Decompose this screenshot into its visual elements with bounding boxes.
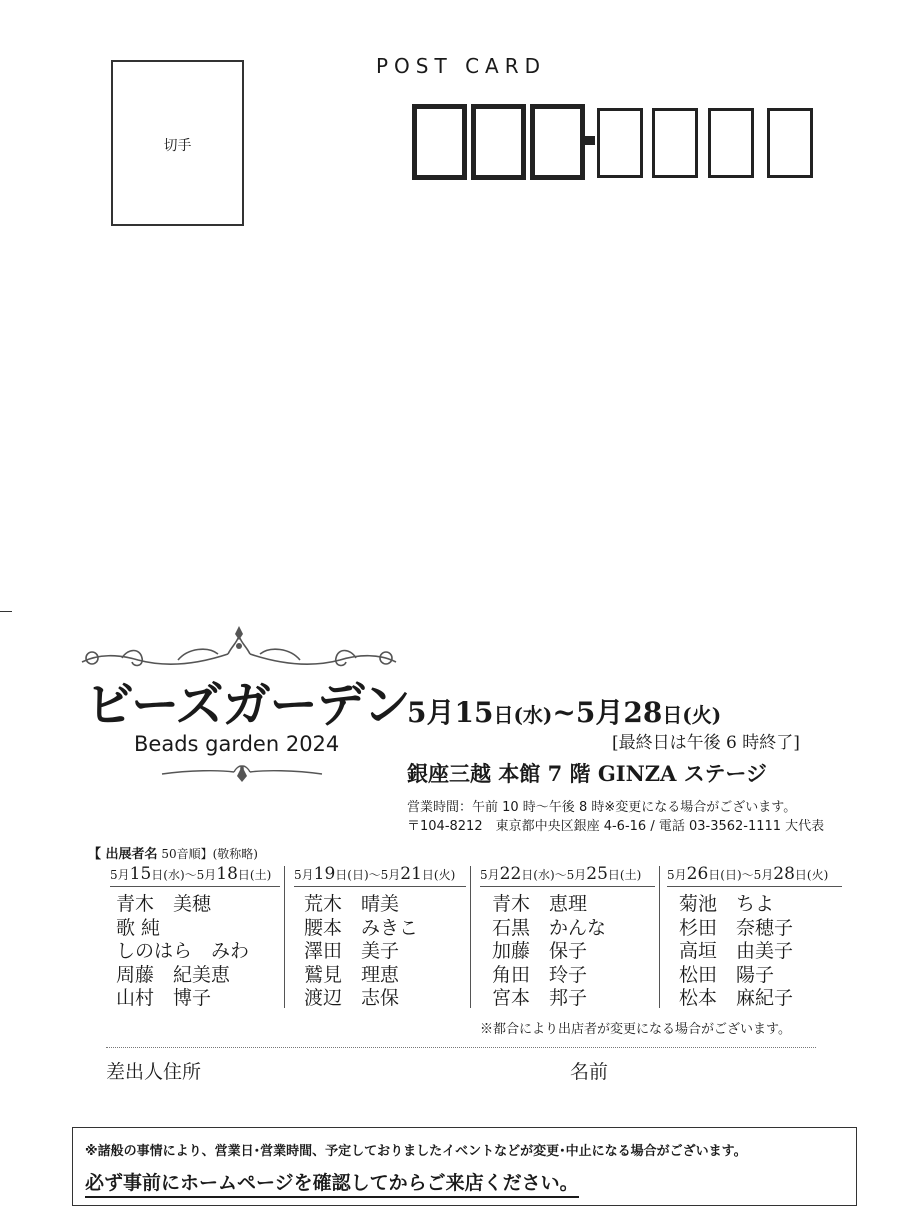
column-divider (659, 866, 660, 1008)
exhibitor-name: 青木 美穂 (116, 893, 212, 915)
end-dow: 日(火) (662, 703, 722, 727)
end-day: 28 (623, 696, 663, 729)
notice-box (72, 1127, 857, 1206)
exhibitor-name: 杉田 奈穂子 (679, 916, 794, 939)
postal-box-5[interactable] (652, 108, 698, 178)
event-title-japanese: ビーズガーデン (86, 677, 410, 733)
exhibitor-name: 加藤 保子 (492, 940, 588, 962)
start-dow: 日(水) (493, 703, 553, 727)
exhibitor-column-2 (294, 864, 466, 1011)
sender-name-label: 名前 (570, 1061, 609, 1083)
column-date-range: 5月15日(水)〜5月18日(土) (110, 864, 280, 887)
exhibitor-name: 石黒 かんな (492, 916, 607, 939)
sender-address-label: 差出人住所 (106, 1061, 202, 1083)
start-day: 15 (454, 696, 494, 729)
exhibitor-name: 渡辺 志保 (304, 987, 400, 1009)
flourish-ornament-bottom (160, 758, 324, 784)
exhibitor-name: 青木 恵理 (492, 893, 588, 915)
exhibitor-name: 高垣 由美子 (679, 940, 794, 962)
event-title-english: Beads garden 2024 (134, 732, 340, 756)
column-date-range: 5月22日(水)〜5月25日(土) (480, 864, 655, 887)
column-divider (470, 866, 471, 1008)
exhibitor-name: 松田 陽子 (679, 963, 775, 986)
exhibitor-name: 澤田 美子 (304, 940, 400, 962)
exhibitor-column-4 (667, 864, 842, 1011)
exhibitor-name: 宮本 邦子 (492, 987, 588, 1009)
postal-box-7[interactable] (767, 108, 813, 178)
notice-line-2: 必ず事前にホームページを確認してからご来店ください。 (85, 1168, 579, 1198)
store-address: 〒104-8212 東京都中央区銀座 4-6-16 / 電話 03-3562-1111 大代表 (407, 819, 825, 834)
stamp-label: 切手 (163, 138, 192, 154)
exhibitor-name: 腰本 みきこ (304, 916, 419, 939)
exhibitor-name: 菊池 ちよ (679, 893, 775, 915)
exhibitor-name: 山村 博子 (116, 987, 212, 1009)
exhibitor-column-1 (110, 864, 280, 1011)
business-hours: 営業時間：午前 10 時〜午後 8 時※変更になる場合がございます。 (407, 800, 797, 815)
exhibitor-change-note: ※都合により出店者が変更になる場合がございます。 (480, 1022, 791, 1037)
event-dates (407, 691, 721, 731)
exhibitor-name: 鷲見 理恵 (304, 963, 400, 986)
postcard-title: POST CARD (376, 54, 547, 78)
date-tilde: ~ (552, 696, 576, 729)
postal-box-2[interactable] (471, 104, 526, 180)
exhibitor-name: 角田 玲子 (492, 963, 588, 986)
exhibitor-name: 松本 麻紀子 (679, 987, 794, 1009)
column-date-range: 5月26日(日)〜5月28日(火) (667, 864, 842, 887)
exhibitors-heading (88, 843, 258, 862)
exhibitor-name: 歌 純 (116, 916, 161, 939)
notice-line-1: ※諸般の事情により、営業日･営業時間、予定しておりましたイベントなどが変更･中止になる場合がございます。 (85, 1144, 747, 1159)
dotted-divider (106, 1047, 816, 1048)
exhibitors-heading-title: 【 出展者名 (88, 847, 158, 862)
flourish-ornament-top (78, 624, 400, 672)
exhibitor-column-3 (480, 864, 655, 1011)
exhibitor-name: 周藤 紀美恵 (116, 963, 231, 986)
exhibitors-heading-note: 50音順】(敬称略) (161, 847, 258, 861)
margin-tick (0, 611, 12, 612)
postal-box-3[interactable] (530, 104, 585, 180)
postal-box-4[interactable] (597, 108, 643, 178)
end-month: 5月 (575, 696, 624, 729)
postal-box-1[interactable] (412, 104, 467, 180)
postal-box-6[interactable] (708, 108, 754, 178)
exhibitor-name: しのはら みわ (116, 940, 250, 962)
column-divider (284, 866, 285, 1008)
column-date-range: 5月19日(日)〜5月21日(火) (294, 864, 466, 887)
postal-dash (585, 136, 595, 145)
stamp-box (111, 60, 244, 226)
start-month: 5月 (407, 696, 455, 729)
venue: 銀座三越 本館 7 階 GINZA ステージ (407, 761, 767, 786)
closing-note: [最終日は午後 6 時終了] (612, 733, 800, 753)
exhibitor-name: 荒木 晴美 (304, 893, 400, 915)
